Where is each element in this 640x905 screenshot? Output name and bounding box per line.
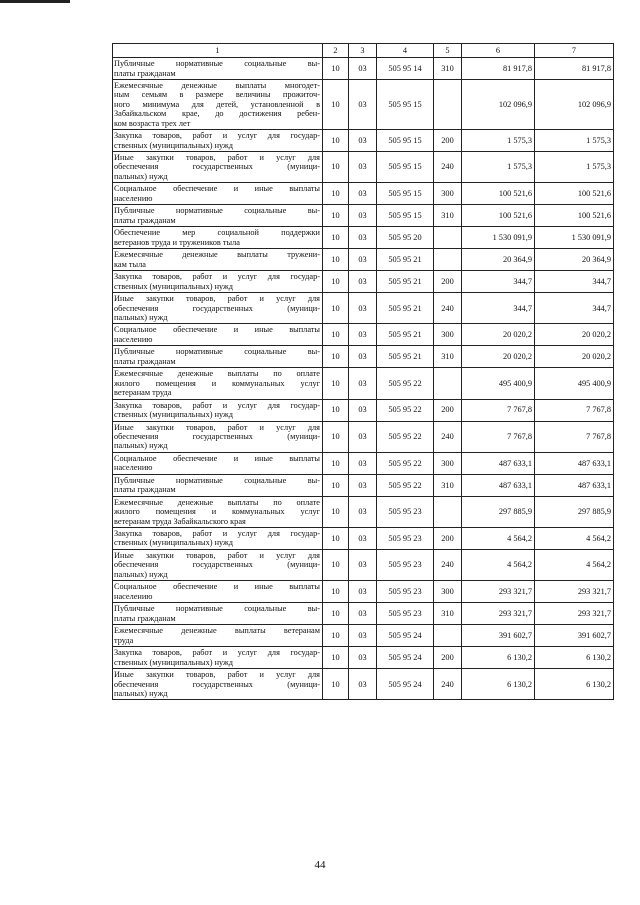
row-name-line: населению (114, 193, 153, 203)
row-name-line: пальных) нужд (114, 569, 168, 579)
row-name-cell (113, 368, 323, 399)
section-code-cell: 10 (323, 205, 349, 227)
target-article-cell: 505 95 22 (377, 368, 434, 399)
row-name-line: жилого помещения и коммунальных услуг (114, 507, 320, 517)
target-article-cell: 505 95 20 (377, 227, 434, 249)
target-article-cell: 505 95 22 (377, 474, 434, 496)
row-name-line: Ежемесячные денежные выплаты ветеранам (114, 626, 320, 636)
table-row (113, 346, 614, 368)
target-article-cell: 505 95 23 (377, 549, 434, 580)
amount-cell: 81 917,8 (535, 58, 614, 80)
amount-cell: 344,7 (462, 271, 535, 293)
table-row (113, 421, 614, 452)
row-name-line: Забайкальском крае, до достижения ребен- (114, 109, 320, 119)
subsection-code-cell: 03 (349, 249, 377, 271)
table-row (113, 549, 614, 580)
section-code-cell: 10 (323, 399, 349, 421)
table-header-row (113, 44, 614, 58)
table-row (113, 183, 614, 205)
row-name-line: Ежемесячные денежные выплаты по оплате (114, 369, 320, 379)
header-cell: 2 (323, 44, 349, 58)
amount-cell: 487 633,1 (535, 452, 614, 474)
amount-cell: 1 530 091,9 (535, 227, 614, 249)
row-name-line: пальных) нужд (114, 688, 168, 698)
table-row (113, 249, 614, 271)
budget-table (112, 43, 614, 700)
row-name-line: Обеспечение мер социальной поддержки (114, 228, 320, 238)
expense-type-cell: 310 (434, 474, 462, 496)
table-row (113, 603, 614, 625)
budget-table-body (113, 44, 614, 700)
amount-cell: 20 020,2 (462, 324, 535, 346)
table-row (113, 205, 614, 227)
expense-type-cell: 300 (434, 581, 462, 603)
row-name-line: обеспечения государственных (муници- (114, 162, 320, 172)
target-article-cell: 505 95 15 (377, 130, 434, 152)
section-code-cell: 10 (323, 58, 349, 80)
subsection-code-cell: 03 (349, 58, 377, 80)
target-article-cell: 505 95 15 (377, 205, 434, 227)
row-name-line: обеспечения государственных (муници- (114, 560, 320, 570)
header-cell: 4 (377, 44, 434, 58)
row-name-line: Публичные нормативные социальные вы- (114, 206, 320, 216)
table-row (113, 368, 614, 399)
row-name-line: ственных (муниципальных) нужд (114, 140, 234, 150)
row-name-cell (113, 399, 323, 421)
section-code-cell: 10 (323, 130, 349, 152)
subsection-code-cell: 03 (349, 324, 377, 346)
amount-cell: 7 767,8 (462, 399, 535, 421)
target-article-cell: 505 95 21 (377, 324, 434, 346)
expense-type-cell (434, 368, 462, 399)
amount-cell: 102 096,9 (462, 80, 535, 130)
row-name-line: платы гражданам (114, 215, 176, 225)
amount-cell: 1 575,3 (535, 130, 614, 152)
row-name-line: ственных (муниципальных) нужд (114, 281, 234, 291)
subsection-code-cell: 03 (349, 527, 377, 549)
expense-type-cell: 300 (434, 452, 462, 474)
section-code-cell: 10 (323, 603, 349, 625)
expense-type-cell: 240 (434, 152, 462, 183)
target-article-cell: 505 95 15 (377, 80, 434, 130)
amount-cell: 20 364,9 (535, 249, 614, 271)
target-article-cell: 505 95 21 (377, 249, 434, 271)
section-code-cell: 10 (323, 183, 349, 205)
expense-type-cell: 200 (434, 527, 462, 549)
row-name-line: Ежемесячные денежные выплаты по оплате (114, 497, 320, 507)
page-number: 44 (314, 859, 326, 871)
subsection-code-cell: 03 (349, 368, 377, 399)
row-name-line: жилого помещения и коммунальных услуг (114, 378, 320, 388)
expense-type-cell: 300 (434, 324, 462, 346)
amount-cell: 495 400,9 (462, 368, 535, 399)
section-code-cell: 10 (323, 452, 349, 474)
expense-type-cell: 300 (434, 183, 462, 205)
section-code-cell: 10 (323, 80, 349, 130)
section-code-cell: 10 (323, 421, 349, 452)
row-name-cell (113, 271, 323, 293)
header-cell: 3 (349, 44, 377, 58)
row-name-cell (113, 130, 323, 152)
amount-cell: 6 130,2 (535, 669, 614, 700)
expense-type-cell: 240 (434, 421, 462, 452)
amount-cell: 20 020,2 (535, 324, 614, 346)
row-name-line: Иные закупки товаров, работ и услуг для (114, 152, 320, 162)
row-name-line: Публичные нормативные социальные вы- (114, 604, 320, 614)
row-name-line: ственных (муниципальных) нужд (114, 657, 234, 667)
row-name-line: ветеранам труда (114, 388, 172, 398)
amount-cell: 293 321,7 (462, 581, 535, 603)
subsection-code-cell: 03 (349, 549, 377, 580)
expense-type-cell: 200 (434, 647, 462, 669)
section-code-cell: 10 (323, 496, 349, 527)
expense-type-cell: 310 (434, 205, 462, 227)
amount-cell: 20 020,2 (535, 346, 614, 368)
row-name-line: Социальное обеспечение и иные выплаты (114, 325, 320, 335)
target-article-cell: 505 95 23 (377, 603, 434, 625)
expense-type-cell: 310 (434, 346, 462, 368)
row-name-cell (113, 474, 323, 496)
section-code-cell: 10 (323, 474, 349, 496)
row-name-line: ного минимума для детей, установленной в (114, 99, 320, 109)
amount-cell: 487 633,1 (535, 474, 614, 496)
amount-cell: 100 521,6 (462, 183, 535, 205)
row-name-line: ственных (муниципальных) нужд (114, 538, 234, 548)
expense-type-cell: 200 (434, 399, 462, 421)
row-name-line: Публичные нормативные социальные вы- (114, 347, 320, 357)
row-name-line: ветеранам труда Забайкальского края (114, 516, 246, 526)
row-name-line: Социальное обеспечение и иные выплаты (114, 453, 320, 463)
row-name-line: Иные закупки товаров, работ и услуг для (114, 294, 320, 304)
row-name-line: обеспечения государственных (муници- (114, 431, 320, 441)
row-name-line: труда (114, 635, 134, 645)
row-name-line: платы гражданам (114, 485, 176, 495)
amount-cell: 391 602,7 (535, 625, 614, 647)
table-row (113, 581, 614, 603)
amount-cell: 100 521,6 (535, 205, 614, 227)
expense-type-cell (434, 227, 462, 249)
row-name-line: Социальное обеспечение и иные выплаты (114, 582, 320, 592)
amount-cell: 487 633,1 (462, 452, 535, 474)
row-name-line: Публичные нормативные социальные вы- (114, 475, 320, 485)
amount-cell: 6 130,2 (462, 647, 535, 669)
amount-cell: 81 917,8 (462, 58, 535, 80)
section-code-cell: 10 (323, 152, 349, 183)
header-cell: 1 (113, 44, 323, 58)
table-row (113, 80, 614, 130)
amount-cell: 293 321,7 (535, 581, 614, 603)
target-article-cell: 505 95 23 (377, 496, 434, 527)
row-name-line: обеспечения государственных (муници- (114, 303, 320, 313)
table-row (113, 496, 614, 527)
row-name-line: Ежемесячные денежные выплаты многодет- (114, 80, 320, 90)
row-name-line: ветеранов труда и тружеников тыла (114, 237, 240, 247)
row-name-cell (113, 249, 323, 271)
section-code-cell: 10 (323, 647, 349, 669)
row-name-line: пальных) нужд (114, 441, 168, 451)
subsection-code-cell: 03 (349, 399, 377, 421)
row-name-line: платы гражданам (114, 356, 176, 366)
amount-cell: 7 767,8 (462, 421, 535, 452)
expense-type-cell: 310 (434, 58, 462, 80)
amount-cell: 4 564,2 (462, 527, 535, 549)
amount-cell: 344,7 (535, 293, 614, 324)
row-name-cell (113, 152, 323, 183)
subsection-code-cell: 03 (349, 183, 377, 205)
amount-cell: 1 575,3 (462, 152, 535, 183)
subsection-code-cell: 03 (349, 474, 377, 496)
row-name-cell (113, 496, 323, 527)
amount-cell: 100 521,6 (462, 205, 535, 227)
table-row (113, 58, 614, 80)
subsection-code-cell: 03 (349, 603, 377, 625)
section-code-cell: 10 (323, 249, 349, 271)
row-name-cell (113, 527, 323, 549)
row-name-line: Закупка товаров, работ и услуг для государ- (114, 131, 320, 141)
row-name-cell (113, 293, 323, 324)
amount-cell: 7 767,8 (535, 399, 614, 421)
amount-cell: 297 885,9 (462, 496, 535, 527)
target-article-cell: 505 95 21 (377, 293, 434, 324)
section-code-cell: 10 (323, 581, 349, 603)
row-name-cell (113, 324, 323, 346)
target-article-cell: 505 95 21 (377, 346, 434, 368)
header-cell: 5 (434, 44, 462, 58)
row-name-line: населению (114, 334, 153, 344)
table-row (113, 647, 614, 669)
amount-cell: 344,7 (535, 271, 614, 293)
table-row (113, 452, 614, 474)
table-row (113, 152, 614, 183)
row-name-line: Закупка товаров, работ и услуг для государ- (114, 648, 320, 658)
target-article-cell: 505 95 15 (377, 152, 434, 183)
row-name-line: пальных) нужд (114, 312, 168, 322)
table-row (113, 399, 614, 421)
subsection-code-cell: 03 (349, 152, 377, 183)
section-code-cell: 10 (323, 549, 349, 580)
expense-type-cell (434, 496, 462, 527)
subsection-code-cell: 03 (349, 80, 377, 130)
table-row (113, 130, 614, 152)
section-code-cell: 10 (323, 293, 349, 324)
expense-type-cell: 310 (434, 603, 462, 625)
row-name-cell (113, 205, 323, 227)
row-name-cell (113, 80, 323, 130)
row-name-cell (113, 549, 323, 580)
amount-cell: 293 321,7 (462, 603, 535, 625)
amount-cell: 102 096,9 (535, 80, 614, 130)
section-code-cell: 10 (323, 368, 349, 399)
row-name-line: кам тыла (114, 259, 146, 269)
target-article-cell: 505 95 21 (377, 271, 434, 293)
section-code-cell: 10 (323, 271, 349, 293)
row-name-cell (113, 647, 323, 669)
row-name-line: населению (114, 463, 153, 473)
row-name-line: платы гражданам (114, 613, 176, 623)
amount-cell: 100 521,6 (535, 183, 614, 205)
expense-type-cell (434, 625, 462, 647)
header-cell: 7 (535, 44, 614, 58)
header-cell: 6 (462, 44, 535, 58)
row-name-line: ственных (муниципальных) нужд (114, 410, 234, 420)
expense-type-cell: 200 (434, 130, 462, 152)
table-row (113, 271, 614, 293)
row-name-cell (113, 227, 323, 249)
expense-type-cell: 240 (434, 549, 462, 580)
amount-cell: 495 400,9 (535, 368, 614, 399)
row-name-cell (113, 625, 323, 647)
row-name-line: Публичные нормативные социальные вы- (114, 59, 320, 69)
amount-cell: 20 364,9 (462, 249, 535, 271)
subsection-code-cell: 03 (349, 293, 377, 324)
subsection-code-cell: 03 (349, 205, 377, 227)
amount-cell: 1 575,3 (462, 130, 535, 152)
row-name-line: ным семьям в размере величины прожиточ- (114, 90, 320, 100)
amount-cell: 7 767,8 (535, 421, 614, 452)
row-name-line: Иные закупки товаров, работ и услуг для (114, 670, 320, 680)
target-article-cell: 505 95 14 (377, 58, 434, 80)
row-name-cell (113, 183, 323, 205)
subsection-code-cell: 03 (349, 669, 377, 700)
subsection-code-cell: 03 (349, 647, 377, 669)
target-article-cell: 505 95 15 (377, 183, 434, 205)
subsection-code-cell: 03 (349, 496, 377, 527)
section-code-cell: 10 (323, 227, 349, 249)
top-rule (0, 0, 70, 3)
row-name-cell (113, 452, 323, 474)
amount-cell: 391 602,7 (462, 625, 535, 647)
amount-cell: 4 564,2 (462, 549, 535, 580)
subsection-code-cell: 03 (349, 227, 377, 249)
table-row (113, 527, 614, 549)
subsection-code-cell: 03 (349, 130, 377, 152)
subsection-code-cell: 03 (349, 625, 377, 647)
expense-type-cell: 240 (434, 669, 462, 700)
row-name-line: Иные закупки товаров, работ и услуг для (114, 550, 320, 560)
amount-cell: 1 575,3 (535, 152, 614, 183)
table-row (113, 625, 614, 647)
row-name-cell (113, 58, 323, 80)
row-name-line: пальных) нужд (114, 171, 168, 181)
row-name-line: Ежемесячные денежные выплаты тружени- (114, 250, 320, 260)
row-name-line: платы гражданам (114, 68, 176, 78)
row-name-cell (113, 421, 323, 452)
target-article-cell: 505 95 24 (377, 669, 434, 700)
target-article-cell: 505 95 23 (377, 581, 434, 603)
table-row (113, 293, 614, 324)
expense-type-cell: 240 (434, 293, 462, 324)
expense-type-cell: 200 (434, 271, 462, 293)
table-row (113, 227, 614, 249)
amount-cell: 487 633,1 (462, 474, 535, 496)
table-row (113, 474, 614, 496)
section-code-cell: 10 (323, 669, 349, 700)
row-name-line: Социальное обеспечение и иные выплаты (114, 184, 320, 194)
subsection-code-cell: 03 (349, 581, 377, 603)
target-article-cell: 505 95 23 (377, 527, 434, 549)
section-code-cell: 10 (323, 324, 349, 346)
amount-cell: 6 130,2 (462, 669, 535, 700)
target-article-cell: 505 95 22 (377, 399, 434, 421)
amount-cell: 1 530 091,9 (462, 227, 535, 249)
expense-type-cell (434, 80, 462, 130)
row-name-line: Закупка товаров, работ и услуг для государ- (114, 400, 320, 410)
subsection-code-cell: 03 (349, 271, 377, 293)
expense-type-cell (434, 249, 462, 271)
amount-cell: 344,7 (462, 293, 535, 324)
row-name-line: ком возраста трех лет (114, 118, 191, 128)
target-article-cell: 505 95 22 (377, 452, 434, 474)
row-name-line: населению (114, 591, 153, 601)
amount-cell: 20 020,2 (462, 346, 535, 368)
row-name-line: Закупка товаров, работ и услуг для государ- (114, 529, 320, 539)
row-name-cell (113, 603, 323, 625)
subsection-code-cell: 03 (349, 452, 377, 474)
amount-cell: 4 564,2 (535, 527, 614, 549)
section-code-cell: 10 (323, 346, 349, 368)
row-name-cell (113, 669, 323, 700)
subsection-code-cell: 03 (349, 421, 377, 452)
target-article-cell: 505 95 24 (377, 625, 434, 647)
row-name-line: Иные закупки товаров, работ и услуг для (114, 422, 320, 432)
table-row (113, 324, 614, 346)
target-article-cell: 505 95 24 (377, 647, 434, 669)
subsection-code-cell: 03 (349, 346, 377, 368)
row-name-line: Закупка товаров, работ и услуг для государ- (114, 272, 320, 282)
row-name-cell (113, 346, 323, 368)
section-code-cell: 10 (323, 527, 349, 549)
amount-cell: 6 130,2 (535, 647, 614, 669)
row-name-line: обеспечения государственных (муници- (114, 679, 320, 689)
amount-cell: 297 885,9 (535, 496, 614, 527)
table-row (113, 669, 614, 700)
target-article-cell: 505 95 22 (377, 421, 434, 452)
amount-cell: 293 321,7 (535, 603, 614, 625)
row-name-cell (113, 581, 323, 603)
section-code-cell: 10 (323, 625, 349, 647)
amount-cell: 4 564,2 (535, 549, 614, 580)
